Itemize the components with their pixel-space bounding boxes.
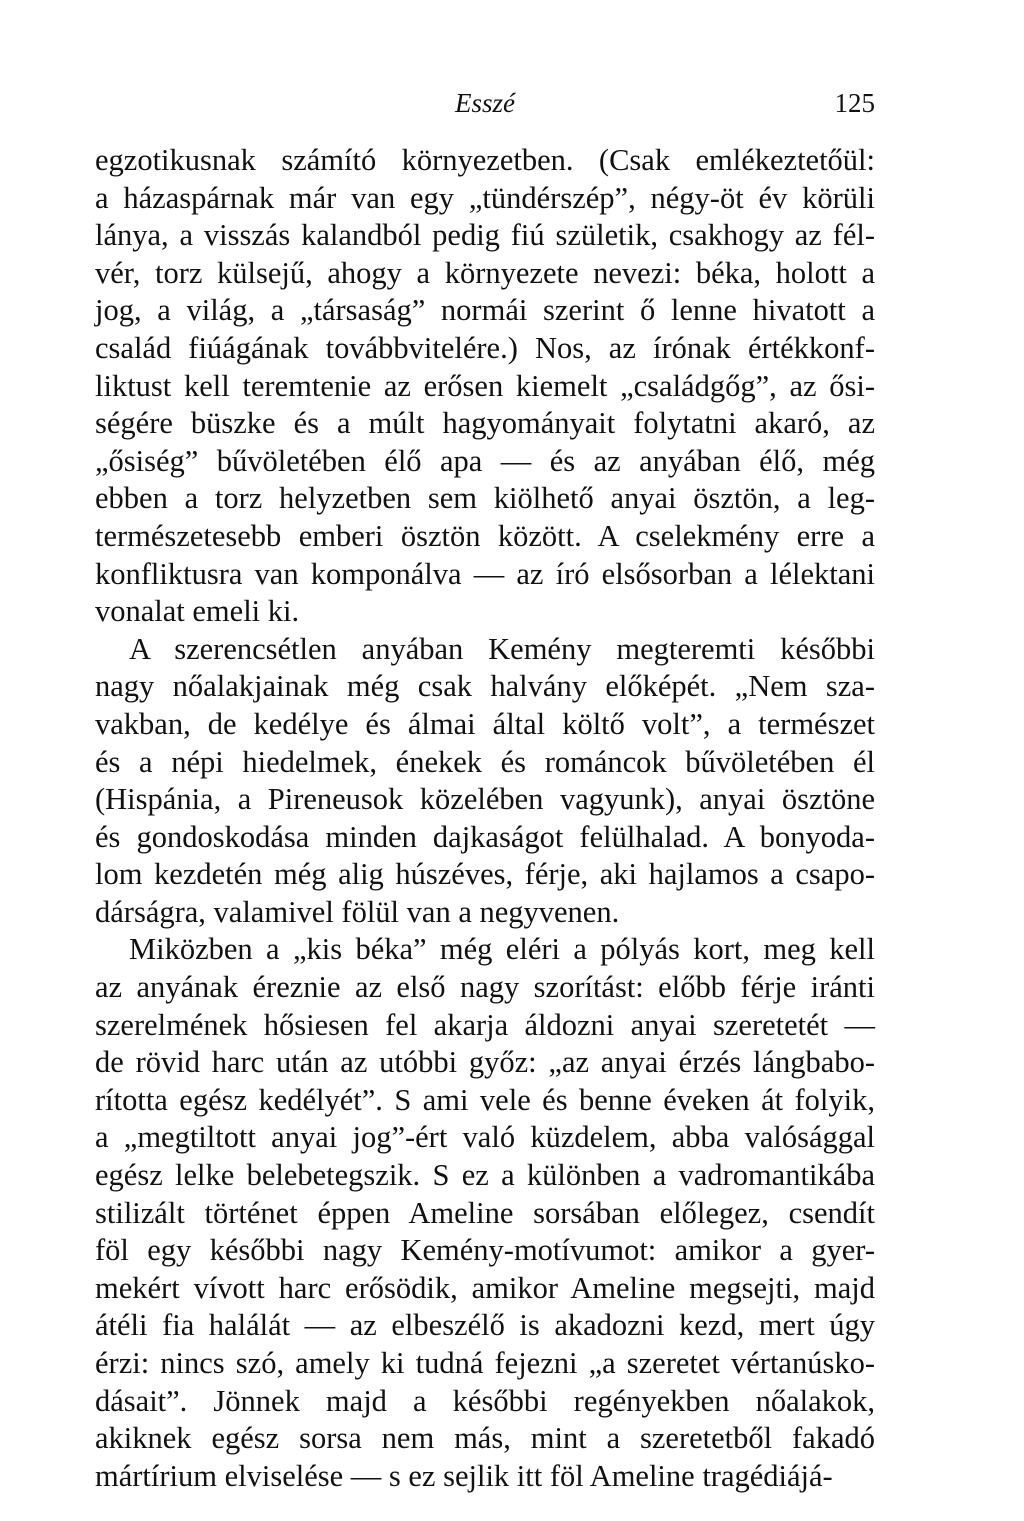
- text-line: liktust kell teremtenie az erősen kiemelt „családgőg”, az ősi-: [95, 368, 875, 403]
- text-line: vér, torz külsejű, ahogy a környezete nevezi: béka, holott a: [95, 255, 875, 290]
- text-line: ebben a torz helyzetben sem kiölhető anyai ösztön, a leg-: [95, 481, 875, 516]
- paragraph: [95, 631, 875, 932]
- text-line: (Hispánia, a Pireneusok közelében vagyunk), anyai ösztöne: [95, 782, 875, 817]
- text-line: jog, a világ, a „társaság” normái szerint ő lenne hivatott a: [95, 293, 875, 328]
- text-line: A szerencsétlen anyában Kemény megteremti későbbi: [129, 631, 875, 666]
- paragraph: [95, 142, 875, 631]
- text-line: nagy nőalakjainak még csak halvány előképét. „Nem sza-: [95, 669, 875, 704]
- text-line: a házaspárnak már van egy „tündérszép”, négy-öt év körüli: [95, 180, 875, 215]
- text-line: „ősiség” bűvöletében élő apa — és az anyában élő, még: [95, 443, 875, 478]
- text-line: akiknek egész sorsa nem más, mint a szeretetből fakadó: [95, 1421, 875, 1456]
- text-line: vonalat emeli ki.: [95, 594, 300, 629]
- text-line: de rövid harc után az utóbbi győz: „az anyai érzés lángbabo-: [95, 1045, 875, 1080]
- text-line: egész lelke belebetegszik. S ez a különben a vadromantikába: [95, 1158, 875, 1193]
- text-line: mekért vívott harc erősödik, amikor Ameline megsejti, majd: [95, 1270, 875, 1305]
- text-line: rította egész kedélyét”. S ami vele és benne éveken át folyik,: [95, 1082, 875, 1117]
- page-number: 125: [834, 88, 875, 118]
- text-line: mártírium elviselése — s ez sejlik itt föl Ameline tragédiájá-: [95, 1458, 833, 1493]
- text-line: dárságra, valamivel fölül van a negyvenen.: [95, 894, 620, 929]
- text-line: egzotikusnak számító környezetben. (Csak emlékeztetőül:: [95, 143, 875, 177]
- text-line: érzi: nincs szó, amely ki tudná fejezni „a szeretet vértanúsko-: [95, 1346, 875, 1380]
- book-page: [95, 0, 925, 1521]
- text-line: az anyának éreznie az első nagy szorítást: előbb férje iránti: [95, 970, 875, 1005]
- text-line: dásait”. Jönnek majd a későbbi regényekben nőalakok,: [95, 1383, 875, 1418]
- paragraph: [95, 931, 875, 1495]
- text-line: ségére büszke és a múlt hagyományait folytatni akaró, az: [95, 406, 875, 441]
- text-line: Miközben a „kis béka” még eléri a pólyás kort, meg kell: [129, 932, 875, 967]
- text-line: család fiúágának továbbvitelére.) Nos, az írónak értékkonf-: [95, 330, 875, 365]
- text-line: föl egy későbbi nagy Kemény-motívumot: amikor a gyer-: [95, 1233, 875, 1268]
- text-line: vakban, de kedélye és álmai által költő volt”, a természet: [95, 706, 875, 741]
- text-line: átéli fia halálát — az elbeszélő is akadozni kezd, mert úgy: [95, 1308, 875, 1343]
- text-line: lánya, a visszás kalandból pedig fiú születik, csakhogy az fél-: [95, 218, 875, 253]
- text-line: és a népi hiedelmek, énekek és románcok bűvöletében él: [95, 744, 875, 779]
- text-line: és gondoskodása minden dajkaságot felülhalad. A bonyoda-: [95, 819, 875, 854]
- text-line: a „megtiltott anyai jog”-ért való küzdelem, abba valósággal: [95, 1120, 875, 1155]
- running-head: [95, 86, 875, 120]
- text-line: szerelmének hősiesen fel akarja áldozni anyai szeretetét —: [95, 1007, 875, 1042]
- body-text: [95, 142, 875, 1495]
- text-line: természetesebb emberi ösztön között. A cselekmény erre a: [95, 518, 875, 553]
- text-line: lom kezdetén még alig húszéves, férje, aki hajlamos a csapo-: [95, 857, 875, 892]
- text-line: konfliktusra van komponálva — az író elsősorban a lélektani: [95, 556, 875, 591]
- running-title: Esszé: [455, 88, 515, 118]
- text-line: stilizált történet éppen Ameline sorsában előlegez, csendít: [95, 1195, 875, 1230]
